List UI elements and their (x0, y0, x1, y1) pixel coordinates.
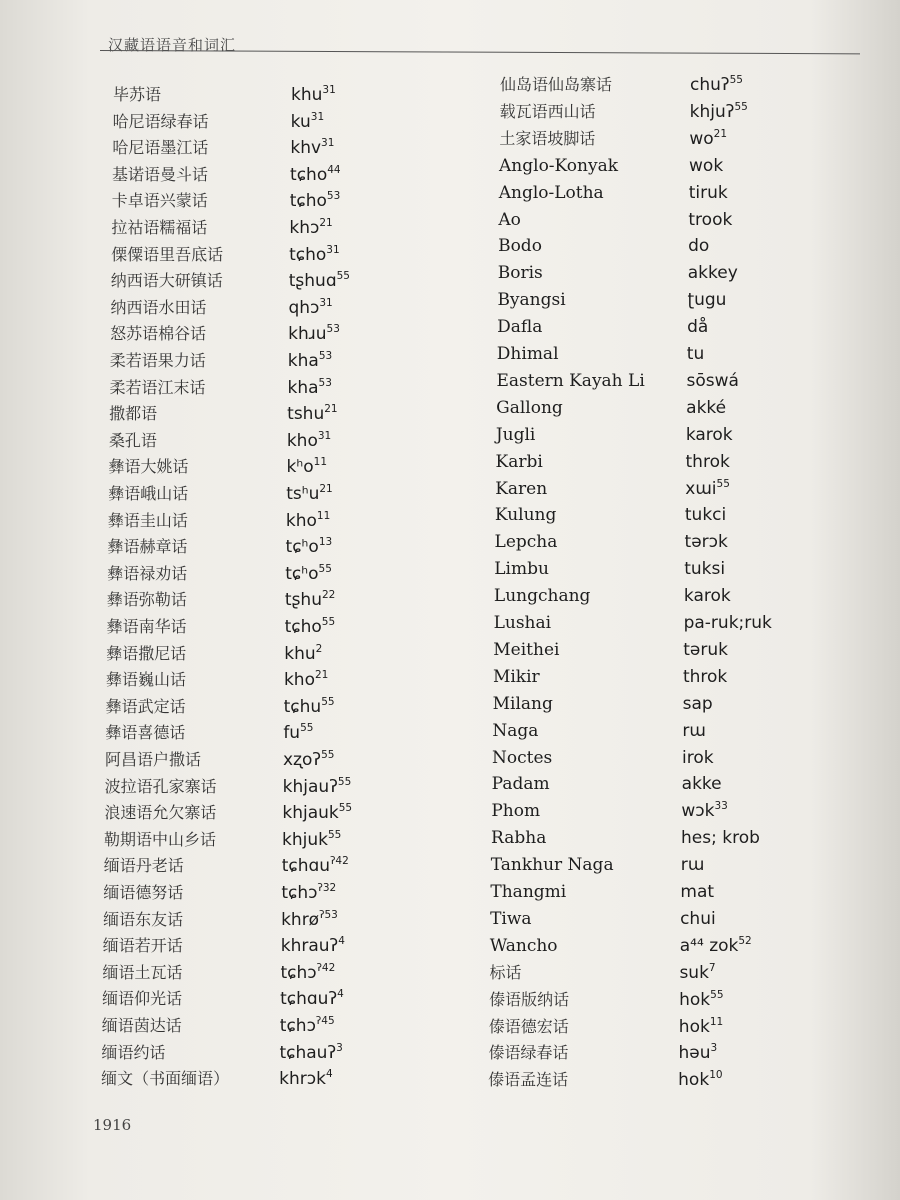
word-form (682, 718, 706, 744)
word-form (287, 454, 328, 480)
word-form (684, 610, 772, 636)
word-form-text: throk (682, 666, 728, 687)
language-name: 傣语德宏话 (488, 1016, 569, 1036)
language-name: Dafla (497, 317, 543, 338)
word-form (679, 1014, 723, 1040)
language-name: 拉祜语糯福话 (111, 218, 208, 237)
language-name: 彝语弥勒话 (106, 590, 187, 610)
word-form-text: a⁴⁴ zok (679, 935, 739, 956)
word-form-text: pa-ruk;ruk (683, 613, 772, 633)
word-form-text: tuksi (684, 559, 726, 580)
language-name: 哈尼语墨江话 (112, 138, 209, 158)
tone-mark: 31 (326, 243, 340, 256)
word-form-text: qhɔ (288, 297, 320, 318)
word-form (289, 215, 332, 241)
word-form-text: kʰo (286, 457, 314, 478)
language-name: 缅语德努话 (103, 883, 184, 902)
word-form (291, 109, 324, 135)
word-form-text: fu (283, 723, 301, 744)
word-form-text: do (688, 236, 710, 257)
word-form (288, 295, 332, 321)
word-form-text: tɕhɑuʔ (280, 989, 338, 1010)
language-name: Byangsi (497, 290, 566, 311)
language-name: 浪速语允欠寨话 (104, 803, 217, 823)
word-form-text: kha (287, 351, 319, 371)
language-name: 缅语仰光话 (102, 989, 183, 1009)
tone-mark: 2 (315, 642, 323, 655)
word-form (287, 375, 331, 401)
language-name: 彝语巍山话 (105, 670, 186, 690)
word-form (282, 827, 341, 853)
tone-mark: 53 (318, 350, 333, 362)
language-name: 柔若语果力话 (109, 351, 206, 370)
tone-mark: 21 (314, 669, 329, 682)
tone-mark: 52 (738, 934, 752, 947)
tone-mark: 3 (336, 1041, 343, 1054)
tone-mark: 55 (734, 100, 748, 113)
word-form (290, 162, 341, 188)
word-form (688, 233, 709, 259)
tone-mark: ʔ42 (330, 855, 349, 868)
word-form-text: hok (678, 1016, 710, 1037)
word-form (283, 747, 334, 773)
tone-mark: 21 (319, 483, 333, 495)
word-form-text: tɕhauʔ (279, 1042, 337, 1063)
word-form (288, 348, 332, 374)
tone-mark: 44 (327, 163, 341, 176)
language-name: Lungchang (493, 586, 591, 607)
language-name: 彝语峨山话 (108, 484, 189, 503)
word-form (686, 395, 726, 421)
language-name: 阿昌语户撒话 (105, 750, 202, 769)
word-form-text: khu (284, 643, 316, 664)
language-name: 缅文（书面缅语） (101, 1069, 230, 1089)
tone-mark: 4 (325, 1068, 333, 1081)
word-form-text: akkey (687, 263, 738, 284)
language-name: Eastern Kayah Li (496, 370, 645, 391)
language-name: Mikir (492, 666, 540, 687)
tone-mark: 55 (338, 802, 353, 815)
word-form (683, 691, 713, 717)
word-form-text: kho (285, 510, 317, 531)
tone-mark: ʔ45 (315, 1015, 335, 1027)
language-name: 基诺语曼斗话 (112, 164, 209, 184)
tone-mark: 55 (729, 74, 743, 86)
word-form-text: tɕho (290, 164, 328, 185)
language-name: Naga (492, 720, 539, 741)
word-form-text: mat (680, 882, 715, 902)
word-form-text: tɕhɔ (279, 1016, 316, 1036)
language-name: 缅语东友话 (103, 909, 184, 929)
word-form (681, 798, 727, 824)
word-form-text: tʂhuɑ (288, 271, 337, 292)
tone-mark: 31 (319, 296, 333, 309)
language-name: 彝语禄劝话 (107, 563, 188, 583)
word-form-text: chui (680, 908, 716, 929)
language-name: 缅语丹老话 (103, 856, 184, 876)
word-form-text: khrø (281, 909, 320, 930)
language-name: 标话 (489, 962, 522, 982)
language-name: Jugli (495, 424, 536, 445)
language-name: Lepcha (494, 532, 558, 553)
word-form (280, 986, 344, 1012)
language-name: Phom (491, 801, 541, 822)
language-name: 载瓦语西山话 (499, 101, 596, 121)
word-form (286, 508, 330, 534)
tone-mark: 11 (709, 1015, 724, 1028)
word-form-text: kha (287, 377, 319, 398)
word-form-text: hok (679, 989, 711, 1010)
language-name: 彝语赫章话 (107, 537, 188, 557)
word-form (284, 667, 328, 693)
word-form (680, 906, 716, 932)
word-form (285, 614, 336, 640)
language-name: 缅语土瓦话 (102, 962, 183, 982)
tone-mark: 53 (326, 323, 340, 336)
language-name: Anglo-Lotha (498, 182, 604, 203)
word-form (286, 534, 333, 560)
word-form-text: khɔ (289, 218, 320, 238)
word-form-text: chuʔ (690, 75, 730, 95)
word-form (282, 853, 349, 879)
language-name: Bodo (498, 236, 542, 257)
word-form (279, 1040, 342, 1066)
word-form-text: təruk (683, 639, 728, 660)
word-form (281, 880, 336, 906)
word-form-text: tɕho (289, 191, 327, 212)
word-form (685, 502, 726, 528)
tone-mark: 31 (322, 84, 336, 96)
tone-mark: ʔ32 (317, 882, 337, 894)
tone-mark: 31 (317, 429, 332, 442)
tone-mark: 31 (321, 137, 335, 150)
language-name: 傣语孟连话 (488, 1070, 569, 1090)
language-name: Kulung (494, 505, 557, 526)
language-name: 彝语南华话 (106, 617, 187, 636)
tone-mark: 22 (321, 589, 336, 602)
word-form-text: khjuk (282, 829, 328, 850)
word-form-text: sap (682, 693, 713, 714)
word-form (284, 641, 322, 667)
word-form-text: tiruk (688, 182, 728, 203)
word-form-text: tɕhɔ (281, 883, 318, 903)
word-form-text: ku (290, 111, 311, 132)
word-form (683, 637, 728, 663)
word-form (682, 745, 714, 771)
tone-mark: 33 (714, 800, 728, 813)
language-name: 彝语圭山话 (107, 510, 188, 530)
word-form-text: tɕho (284, 617, 322, 637)
word-form (681, 825, 760, 851)
word-form-text: tɕhɔ (280, 962, 317, 983)
word-form (290, 135, 334, 161)
word-form (682, 771, 722, 797)
language-name: 缅语约话 (101, 1042, 166, 1062)
word-form (291, 82, 336, 108)
word-form (687, 314, 708, 340)
word-form-text: rɯ (680, 855, 705, 876)
word-form-text: khɹu (288, 324, 327, 345)
word-form-text: həu (678, 1043, 711, 1064)
language-name: 彝语武定话 (105, 696, 186, 716)
language-name: 怒苏语棉谷话 (110, 324, 207, 344)
language-name: Padam (491, 774, 550, 795)
language-name: Gallong (496, 397, 563, 418)
word-form (680, 933, 752, 959)
word-form (284, 694, 335, 720)
language-name: Rabha (491, 828, 547, 849)
word-form (289, 242, 340, 268)
tone-mark: 55 (337, 775, 352, 788)
word-form-text: tʂhu (284, 590, 322, 611)
language-name: 傈僳语里吾底话 (111, 244, 224, 264)
word-form-text: tɕhu (283, 696, 322, 717)
word-form-text: khjauk (282, 803, 339, 824)
word-form (686, 368, 738, 394)
word-form (285, 587, 335, 613)
word-form-text: akké (686, 397, 727, 418)
word-form-text: tu (686, 344, 705, 364)
tone-mark: 55 (710, 988, 724, 1001)
word-form-text: khjuʔ (689, 101, 735, 122)
language-name: 缅语茵达话 (101, 1016, 182, 1035)
tone-mark: 55 (321, 695, 335, 708)
tone-mark: 55 (318, 562, 332, 575)
word-form (282, 800, 352, 826)
word-form-text: då (687, 317, 709, 338)
word-form-text: kho (286, 430, 318, 451)
word-form (679, 987, 723, 1013)
word-form-text: suk (679, 962, 709, 983)
word-form (288, 321, 340, 347)
tone-mark: 21 (713, 127, 728, 140)
word-form (290, 188, 341, 214)
word-form-text: tɕho (289, 244, 327, 265)
word-form (688, 260, 738, 286)
tone-mark: 55 (321, 616, 336, 628)
running-header: 汉藏语语音和词汇 (108, 36, 237, 54)
word-form (684, 556, 725, 582)
language-name: Karen (495, 478, 548, 499)
word-form (690, 72, 743, 98)
word-form-text: tukci (684, 505, 727, 526)
word-form-text: xɯi (685, 478, 717, 499)
word-form-text: throk (685, 451, 730, 472)
word-form-text: hes; krob (681, 828, 760, 849)
word-form (687, 287, 726, 313)
language-name: Dhimal (496, 344, 559, 364)
tone-mark: 4 (337, 988, 344, 1001)
word-form (279, 1066, 332, 1092)
language-name: 纳西语大研镇话 (110, 271, 223, 291)
tone-mark: 7 (708, 961, 716, 974)
language-name: Thangmi (490, 882, 567, 902)
language-name: 纳西语水田话 (110, 297, 207, 317)
language-name: Tankhur Naga (490, 855, 614, 876)
tone-mark: 31 (310, 110, 325, 123)
word-form (689, 180, 728, 206)
word-form-text: wok (689, 155, 724, 176)
tone-mark: 53 (326, 190, 341, 203)
language-name: Anglo-Konyak (499, 155, 619, 176)
word-form (685, 476, 730, 502)
tone-mark: 55 (336, 270, 350, 283)
tone-mark: 10 (709, 1069, 723, 1082)
language-name: Meithei (493, 639, 560, 660)
tone-mark: 55 (328, 828, 342, 841)
language-name: Tiwa (490, 908, 532, 929)
word-form-text: tɕʰo (285, 563, 319, 584)
tone-mark: 55 (321, 749, 335, 761)
word-form (286, 481, 333, 507)
language-name: 缅语若开话 (102, 936, 183, 956)
language-name: 撒都语 (109, 404, 158, 424)
word-form (679, 960, 715, 986)
language-name: Karbi (495, 451, 543, 472)
word-form (283, 774, 352, 800)
word-form (280, 1013, 335, 1039)
language-name: 彝语大姚话 (108, 457, 189, 477)
tone-mark: 3 (710, 1042, 718, 1055)
word-form-text: tɕhɑu (281, 856, 331, 877)
language-name: 柔若语江末话 (109, 377, 206, 397)
word-form-text: tərɔk (684, 532, 728, 553)
tone-mark: 21 (324, 403, 338, 416)
tone-mark: 4 (338, 935, 345, 948)
language-name: 波拉语孔家寨话 (104, 776, 217, 796)
word-form (686, 422, 733, 448)
word-form (689, 153, 723, 179)
word-form-text: karok (685, 424, 733, 445)
tone-mark: 11 (316, 509, 331, 522)
word-form (283, 720, 313, 746)
language-name: 毕苏语 (113, 85, 162, 104)
language-name: 桑孔语 (108, 430, 157, 450)
word-form (683, 664, 727, 690)
language-name: Wancho (489, 935, 558, 956)
language-name: 彝语喜德话 (105, 723, 186, 743)
word-form (287, 401, 337, 427)
word-form-text: rɯ (682, 720, 706, 741)
language-name: Limbu (494, 559, 549, 580)
language-name: 哈尼语绿春话 (112, 111, 209, 131)
language-name: Lushai (493, 613, 552, 633)
word-form-text: hok (678, 1070, 710, 1091)
tone-mark: ʔ42 (316, 961, 336, 974)
language-name: Milang (492, 693, 553, 714)
page-number: 1916 (93, 1116, 132, 1134)
language-name: 卡卓语兴蒙话 (111, 191, 208, 211)
language-name: 傣语绿春话 (488, 1043, 569, 1063)
language-name: Noctes (492, 747, 553, 768)
language-name: Boris (497, 263, 543, 284)
word-form-text: wo (689, 128, 714, 149)
word-form-text: irok (682, 747, 714, 768)
word-form (285, 561, 332, 587)
word-form (681, 852, 705, 878)
word-form-text: ʈugu (687, 290, 727, 311)
tone-mark: 13 (318, 536, 333, 549)
word-form-text: khu (291, 85, 323, 105)
word-form-text: tɕʰo (285, 537, 319, 558)
word-form (689, 126, 727, 152)
word-form (287, 428, 331, 454)
word-form-text: xʐoʔ (283, 750, 322, 770)
tone-mark: ʔ53 (319, 908, 338, 921)
language-name: Ao (498, 209, 521, 230)
word-form (686, 449, 730, 475)
word-form (685, 529, 728, 555)
tone-mark: 55 (300, 722, 314, 735)
word-form-text: tshu (287, 404, 325, 425)
word-form (678, 1040, 717, 1066)
word-form-text: khrɔk (279, 1069, 326, 1090)
word-form-text: wɔk (681, 801, 715, 822)
word-form (289, 268, 350, 294)
word-form-text: khjauʔ (282, 776, 338, 797)
language-name: 土家语坡脚话 (499, 128, 596, 148)
language-name: 仙岛语仙岛寨话 (500, 75, 613, 94)
language-name: 傣语版纳话 (489, 989, 570, 1009)
word-form (280, 960, 335, 986)
word-form (678, 1067, 722, 1093)
tone-mark: 53 (318, 376, 332, 389)
word-form-text: trook (688, 209, 733, 230)
word-form (684, 583, 731, 609)
word-form (687, 341, 704, 367)
language-name: 彝语撒尼话 (106, 643, 187, 663)
word-form (690, 99, 748, 125)
word-form-text: karok (683, 586, 731, 607)
word-form (281, 907, 338, 933)
word-form-text: kho (283, 670, 315, 691)
tone-mark: 11 (313, 456, 328, 469)
word-form-text: akke (681, 774, 722, 795)
word-form-text: tsʰu (286, 484, 320, 504)
tone-mark: 21 (319, 217, 333, 229)
language-name: 勒期语中山乡话 (104, 829, 217, 849)
word-form (680, 879, 714, 905)
tone-mark: 55 (716, 477, 730, 490)
word-form-text: khrauʔ (280, 936, 339, 957)
word-form-text: sōswá (686, 370, 739, 391)
word-form-text: khv (290, 138, 322, 159)
word-form (281, 933, 345, 959)
word-form (688, 207, 732, 233)
